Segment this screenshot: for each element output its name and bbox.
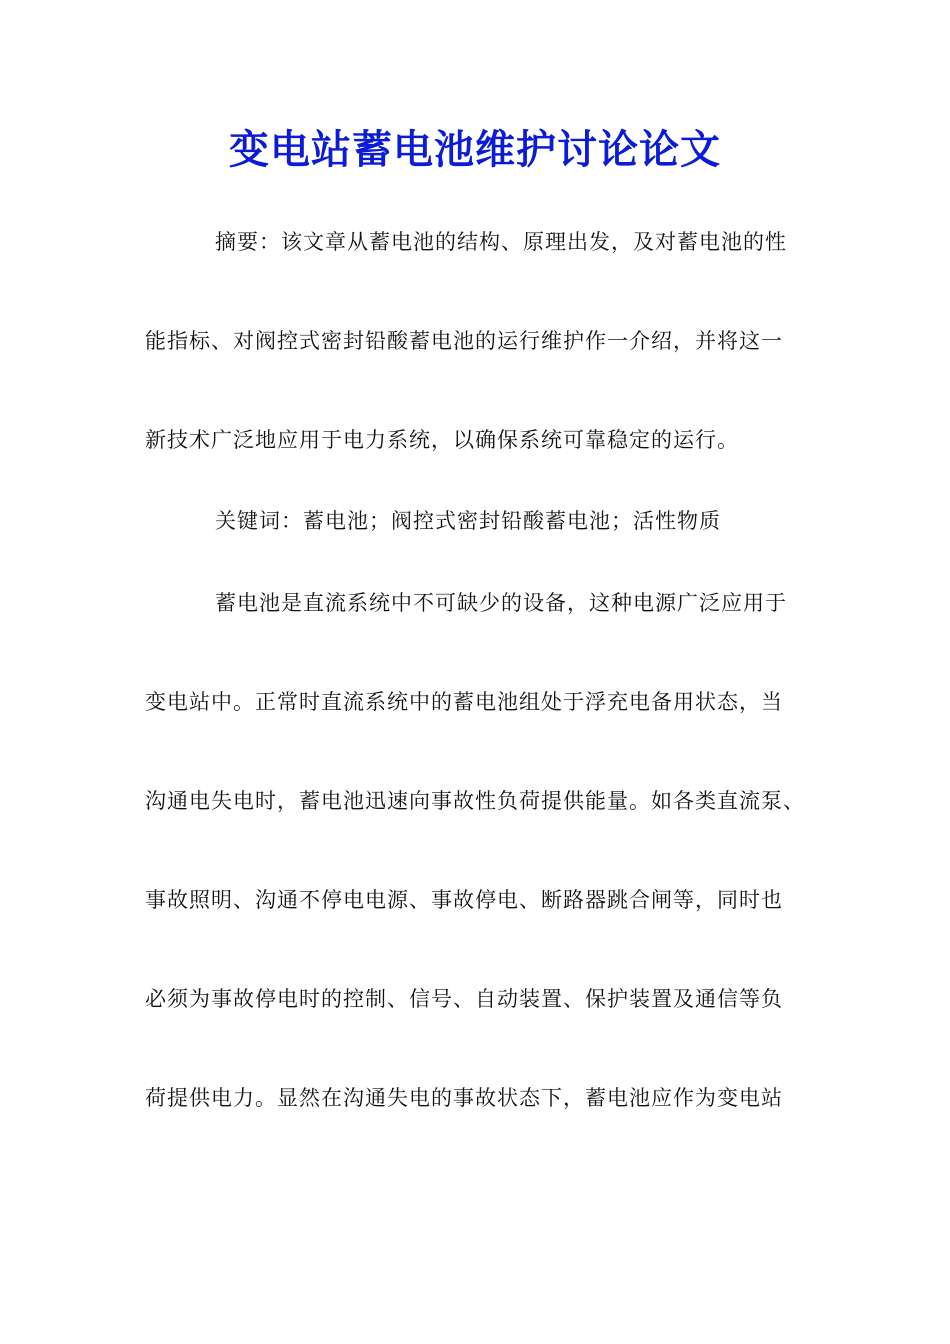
keywords-line: 关键词：蓄电池；阀控式密封铅酸蓄电池；活性物质	[215, 509, 721, 533]
body-line-5: 必须为事故停电时的控制、信号、自动装置、保护装置及通信等负	[145, 987, 783, 1011]
body-line-4: 事故照明、沟通不停电电源、事故停电、断路器跳合闸等，同时也	[145, 888, 783, 912]
abstract-line-1: 摘要：该文章从蓄电池的结构、原理出发，及对蓄电池的性	[215, 230, 787, 254]
abstract-line-2: 能指标、对阀控式密封铅酸蓄电池的运行维护作一介绍，并将这一	[145, 329, 783, 353]
body-line-3: 沟通电失电时，蓄电池迅速向事故性负荷提供能量。如各类直流泵、	[145, 789, 805, 813]
body-line-6: 荷提供电力。显然在沟通失电的事故状态下，蓄电池应作为变电站	[145, 1086, 783, 1110]
abstract-line-3: 新技术广泛地应用于电力系统，以确保系统可靠稳定的运行。	[145, 428, 739, 452]
page-title: 变电站蓄电池维护讨论论文	[229, 126, 721, 173]
body-line-1: 蓄电池是直流系统中不可缺少的设备，这种电源广泛应用于	[215, 591, 787, 615]
body-line-2: 变电站中。正常时直流系统中的蓄电池组处于浮充电备用状态，当	[145, 690, 783, 714]
